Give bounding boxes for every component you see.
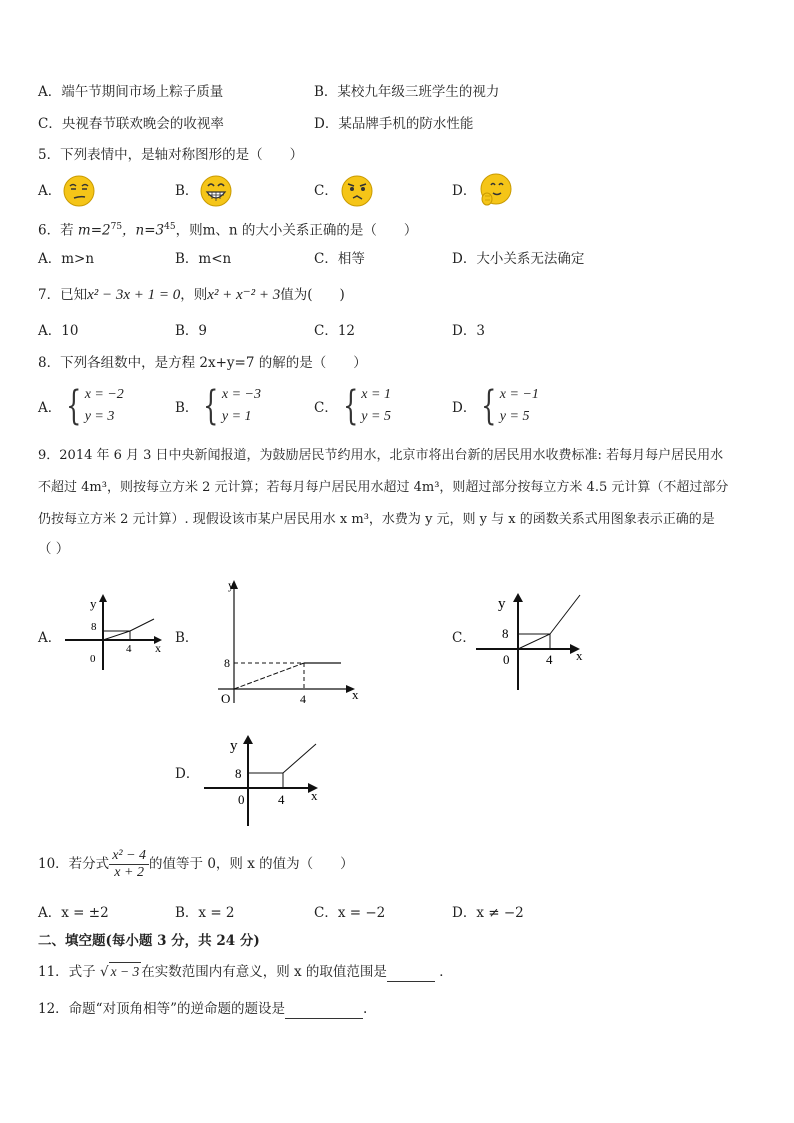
q10-option-a: A．x = ±2 (38, 905, 109, 921)
brace: { (481, 383, 497, 429)
q6-option-c: C．相等 (314, 251, 365, 267)
face-smirk-icon (62, 174, 96, 208)
q4-option-a: A．端午节期间市场上粽子质量 (38, 84, 224, 100)
origin-label: 0 (90, 653, 96, 665)
y-axis-label: y (90, 596, 97, 611)
graph-d (200, 730, 330, 830)
eq-row: y = 5 (499, 409, 530, 424)
y-tick-label: 8 (502, 626, 509, 641)
q9-line-4: （ ） (38, 541, 70, 557)
q9-line-3: 仍按每立方米 2 元计算）. 现假设该市某户居民用水 x m³，水费为 y 元，则 y 与 x 的函数关系式用图象表示正确的是 (38, 512, 715, 527)
q5-label-d: D． (452, 183, 477, 199)
x-tick-label: 4 (126, 643, 132, 655)
q8-option-d (452, 384, 539, 428)
origin-label: O (221, 691, 231, 706)
q8-option-a (38, 384, 124, 428)
y-axis-label: y (498, 596, 506, 612)
option-label: C． (314, 400, 338, 416)
q5-label-b: B． (175, 183, 199, 199)
q6-option-a: A．m>n (38, 251, 95, 267)
q10-option-c: C．x = −2 (314, 905, 386, 921)
x-axis-label: x (352, 687, 359, 702)
origin-label: 0 (503, 652, 510, 667)
eq-row: y = 3 (84, 409, 115, 424)
y-tick-label: 8 (235, 766, 242, 781)
x-axis-label: x (311, 788, 318, 803)
q11-stem: 11．式子 √ x − 3 在实数范围内有意义，则 x 的取值范围是 ． (38, 964, 453, 980)
graph-b (208, 575, 368, 710)
origin-label: 0 (238, 792, 245, 807)
q10-option-d: D．x ≠ −2 (452, 905, 524, 921)
option-label: B． (175, 400, 199, 416)
y-axis-label: y (230, 738, 238, 754)
q8-option-c (314, 384, 391, 428)
q9-line-2: 不超过 4m³，则按每立方米 2 元计算；若每月每户居民用水超过 4m³，则超过部分按每立方米 4.5 元计算（不超过部分 (38, 480, 729, 495)
x-tick-label: 4 (300, 692, 306, 706)
section-heading: 二、填空题(每小题 3 分，共 24 分) (38, 933, 260, 949)
q9-label-a: A． (38, 630, 62, 646)
x-tick-label: 4 (278, 792, 285, 807)
y-axis-label: y (228, 578, 234, 592)
q5-stem: 5．下列表情中，是轴对称图形的是（ ） (38, 147, 304, 163)
q6-option-d: D．大小关系无法确定 (452, 251, 585, 267)
eq-row: x = −3 (221, 387, 261, 402)
q9-label-b: B． (175, 630, 199, 646)
q12-stem: 12．命题“对顶角相等”的逆命题的题设是 . (38, 1001, 368, 1017)
q8-option-b (175, 384, 261, 428)
face-thinking-icon (478, 172, 514, 208)
eq-row: y = 5 (361, 409, 391, 424)
eq-row: x = 1 (361, 387, 391, 402)
x-axis-label: x (576, 648, 583, 663)
q7-option-c: C．12 (314, 323, 356, 339)
face-squint-icon (340, 174, 374, 208)
eq-row: x = −2 (84, 387, 124, 402)
brace: { (66, 383, 82, 429)
q7-option-d: D．3 (452, 323, 485, 339)
q9-label-c: C． (452, 630, 476, 646)
face-grin-icon (199, 174, 233, 208)
option-label: D． (452, 400, 477, 416)
q10-option-b: B．x = 2 (175, 905, 235, 921)
answer-blank[interactable] (387, 963, 435, 982)
answer-blank[interactable] (285, 1000, 363, 1019)
q9-label-d: D． (175, 766, 200, 782)
eq-row: y = 1 (221, 409, 252, 424)
q7-option-a: A．10 (38, 323, 79, 339)
graph-a (60, 590, 170, 675)
q9-line-1: 9．2014 年 6 月 3 日中央新闻报道，为鼓励居民节约用水，北京市将出台新的居民用水收费标准: 若每月每户居民用水 (38, 448, 724, 463)
q4-option-d: D．某品牌手机的防水性能 (314, 116, 474, 132)
q7-option-b: B．9 (175, 323, 208, 339)
q10-stem: 10．若分式 $\frac{\text{x² − 4}}{x + 2}$ 的值等于 0，则 x 的值为（ ） (38, 848, 354, 880)
fraction: $\frac{\text{x² − 4}}{x + 2}$ (109, 848, 149, 881)
q6-stem: 6．若 $m=2^{75}$，$n=3^{45}$，则m、n 的大小关系正确的是（ ） (38, 222, 418, 239)
x-tick-label: 4 (546, 652, 553, 667)
q7-stem: 7．已知x² − 3x + 1 = 0，则x² + x⁻² + 3值为( ) (38, 287, 345, 303)
option-label: A． (38, 400, 62, 416)
q4-option-c: C．央视春节联欢晚会的收视率 (38, 116, 224, 132)
y-tick-label: 8 (91, 621, 97, 633)
q5-label-a: A． (38, 183, 62, 199)
graph-c (472, 588, 592, 693)
x-axis-label: x (155, 641, 161, 655)
q8-stem: 8．下列各组数中，是方程 2x+y=7 的解的是（ ） (38, 355, 367, 371)
brace: { (342, 383, 359, 429)
y-tick-label: 8 (224, 656, 230, 670)
q5-label-c: C． (314, 183, 338, 199)
q6-option-b: B．m<n (175, 251, 232, 267)
eq-row: x = −1 (499, 387, 539, 402)
brace: { (203, 383, 219, 429)
q4-option-b: B．某校九年级三班学生的视力 (314, 84, 500, 100)
